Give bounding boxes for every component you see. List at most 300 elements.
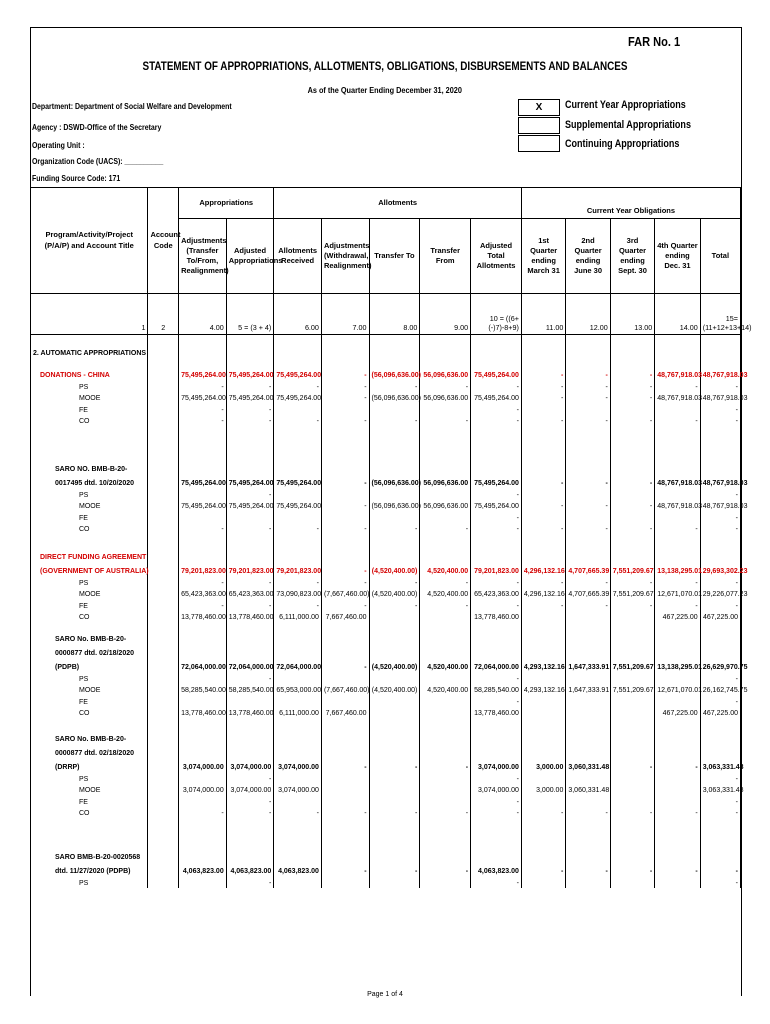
amount-cell: [179, 675, 227, 684]
amount-cell: [420, 707, 471, 721]
amount-cell: 48,767,918.03: [655, 477, 700, 491]
amount-cell: -: [420, 415, 471, 429]
amount-cell: -: [655, 579, 700, 588]
index-cell: 7.00: [321, 294, 369, 335]
amount-cell: 7,551,209.67: [610, 684, 654, 698]
amount-cell: -: [521, 807, 565, 821]
amount-cell: 72,064,000.00: [179, 661, 227, 675]
amount-cell: (4,520,400.00): [369, 565, 420, 579]
amount-cell: [610, 647, 654, 661]
amount-cell: [274, 491, 322, 500]
amount-cell: -: [274, 807, 322, 821]
supplemental-checkbox[interactable]: [518, 117, 560, 134]
amount-cell: -: [610, 523, 654, 537]
amount-cell: [420, 698, 471, 707]
amount-cell: [655, 851, 700, 865]
amount-cell: [566, 879, 610, 888]
amount-cell: [566, 611, 610, 625]
amount-cell: -: [610, 477, 654, 491]
table-row: [31, 733, 741, 747]
amount-cell: -: [610, 865, 654, 879]
amount-cell: -: [321, 415, 369, 429]
amount-cell: [321, 851, 369, 865]
amount-cell: -: [700, 798, 740, 807]
amount-cell: [521, 675, 565, 684]
amount-cell: 3,074,000.00: [274, 784, 322, 798]
amount-cell: [610, 733, 654, 747]
current-year-label: Current Year Appropriations: [565, 99, 686, 111]
continuing-label: Continuing Appropriations: [565, 138, 680, 150]
amount-cell: -: [700, 775, 740, 784]
amount-cell: -: [566, 523, 610, 537]
row-label: CO: [31, 707, 148, 721]
index-cell: 1: [31, 294, 148, 335]
amount-cell: [420, 851, 471, 865]
amount-cell: -: [471, 383, 522, 392]
amount-cell: -: [521, 523, 565, 537]
amount-cell: [179, 698, 227, 707]
amount-cell: -: [321, 523, 369, 537]
table-row: [31, 784, 741, 798]
table-row: [31, 491, 741, 500]
col-header-total: Total: [700, 219, 740, 294]
index-cell: 6.00: [274, 294, 322, 335]
row-label: 0017495 dtd. 10/20/2020: [31, 477, 148, 491]
amount-cell: 75,495,264.00: [226, 369, 274, 383]
index-cell: 10 = ((6+(-)7)-8+9): [471, 294, 522, 335]
amount-cell: [521, 879, 565, 888]
account-code-cell: [148, 611, 179, 625]
table-row: [31, 406, 741, 415]
amount-cell: 75,495,264.00: [226, 392, 274, 406]
amount-cell: [321, 463, 369, 477]
table-row: [31, 500, 741, 514]
amount-cell: 56,096,636.00: [420, 500, 471, 514]
amount-cell: -: [521, 392, 565, 406]
statement-title: STATEMENT OF APPROPRIATIONS, ALLOTMENTS, OBLIGATIONS, DISBURSEMENTS AND BALANCES: [142, 61, 628, 73]
col-header-q3: 3rd Quarter ending Sept. 30: [610, 219, 654, 294]
amount-cell: 7,551,209.67: [610, 588, 654, 602]
row-label: FE: [31, 514, 148, 523]
amount-cell: -: [566, 477, 610, 491]
amount-cell: 75,495,264.00: [471, 500, 522, 514]
amount-cell: -: [179, 602, 227, 611]
row-label: FE: [31, 798, 148, 807]
amount-cell: [566, 463, 610, 477]
amount-cell: [700, 463, 740, 477]
amount-cell: 75,495,264.00: [274, 369, 322, 383]
amount-cell: [521, 698, 565, 707]
amount-cell: -: [226, 798, 274, 807]
amount-cell: -: [226, 523, 274, 537]
table-row: [31, 357, 741, 369]
amount-cell: [521, 775, 565, 784]
amount-cell: -: [226, 491, 274, 500]
amount-cell: [655, 798, 700, 807]
amount-cell: -: [420, 579, 471, 588]
amount-cell: 13,778,460.00: [179, 707, 227, 721]
col-header-transfer-to: Transfer To: [369, 219, 420, 294]
amount-cell: -: [521, 865, 565, 879]
amount-cell: [655, 491, 700, 500]
amount-cell: 75,495,264.00: [471, 477, 522, 491]
amount-cell: [369, 707, 420, 721]
amount-cell: [521, 747, 565, 761]
amount-cell: -: [420, 865, 471, 879]
table-row: [31, 415, 741, 429]
amount-cell: -: [226, 775, 274, 784]
index-cell: 8.00: [369, 294, 420, 335]
amount-cell: -: [321, 500, 369, 514]
amount-cell: [274, 747, 322, 761]
amount-cell: -: [471, 602, 522, 611]
amount-cell: -: [566, 369, 610, 383]
col-header-account-code: Account Code: [148, 188, 179, 294]
amount-cell: -: [226, 415, 274, 429]
table-row: [31, 661, 741, 675]
amount-cell: -: [566, 865, 610, 879]
amount-cell: [179, 851, 227, 865]
amount-cell: 65,423,363.00: [471, 588, 522, 602]
amount-cell: 75,495,264.00: [226, 477, 274, 491]
funding-source-label: Funding Source Code: 171: [32, 173, 121, 183]
amount-cell: 26,629,970.75: [700, 661, 740, 675]
table-row: [31, 879, 741, 888]
amount-cell: [566, 798, 610, 807]
amount-cell: 4,707,665.39: [566, 588, 610, 602]
amount-cell: -: [179, 579, 227, 588]
row-label: PS: [31, 675, 148, 684]
amount-cell: -: [369, 865, 420, 879]
amount-cell: [700, 551, 740, 565]
row-label: PS: [31, 383, 148, 392]
amount-cell: 13,778,460.00: [226, 707, 274, 721]
amount-cell: -: [471, 514, 522, 523]
amount-cell: [521, 463, 565, 477]
amount-cell: (7,667,460.00): [321, 588, 369, 602]
amount-cell: -: [321, 392, 369, 406]
amount-cell: [566, 733, 610, 747]
amount-cell: 3,074,000.00: [471, 761, 522, 775]
amount-cell: -: [610, 383, 654, 392]
amount-cell: [655, 514, 700, 523]
amount-cell: [226, 633, 274, 647]
table-row: [31, 807, 741, 821]
amount-cell: [274, 675, 322, 684]
account-code-cell: [148, 369, 179, 383]
amount-cell: (7,667,460.00): [321, 684, 369, 698]
far-table: [30, 187, 752, 888]
amount-cell: 467,225.00: [655, 611, 700, 625]
amount-cell: -: [369, 761, 420, 775]
continuing-checkbox[interactable]: [518, 135, 560, 152]
amount-cell: -: [179, 523, 227, 537]
amount-cell: -: [274, 602, 322, 611]
table-row: [31, 611, 741, 625]
amount-cell: 58,285,540.00: [179, 684, 227, 698]
amount-cell: [521, 491, 565, 500]
amount-cell: [521, 647, 565, 661]
amount-cell: -: [179, 415, 227, 429]
amount-cell: [226, 698, 274, 707]
amount-cell: -: [369, 807, 420, 821]
amount-cell: [179, 514, 227, 523]
amount-cell: 3,000.00: [521, 761, 565, 775]
amount-cell: -: [471, 775, 522, 784]
index-cell: 14.00: [655, 294, 700, 335]
amount-cell: [471, 647, 522, 661]
amount-cell: 48,767,918.03: [700, 477, 740, 491]
amount-cell: 1,647,333.91: [566, 684, 610, 698]
amount-cell: [274, 851, 322, 865]
amount-cell: [369, 611, 420, 625]
amount-cell: [420, 775, 471, 784]
row-label: PS: [31, 491, 148, 500]
account-code-cell: [148, 879, 179, 888]
amount-cell: -: [700, 579, 740, 588]
amount-cell: 48,767,918.03: [700, 500, 740, 514]
amount-cell: [655, 551, 700, 565]
amount-cell: [420, 491, 471, 500]
row-label: (PDPB): [31, 661, 148, 675]
amount-cell: 12,671,070.01: [655, 684, 700, 698]
amount-cell: -: [226, 383, 274, 392]
amount-cell: 26,162,745.75: [700, 684, 740, 698]
amount-cell: -: [471, 491, 522, 500]
amount-cell: -: [566, 807, 610, 821]
index-cell: 2: [148, 294, 179, 335]
row-label: 0000877 dtd. 02/18/2020: [31, 647, 148, 661]
amount-cell: 48,767,918.03: [700, 369, 740, 383]
amount-cell: [420, 784, 471, 798]
amount-cell: 75,495,264.00: [179, 369, 227, 383]
amount-cell: -: [471, 523, 522, 537]
table-row: [31, 369, 741, 383]
as-of-date: As of the Quarter Ending December 31, 2020: [307, 85, 463, 95]
amount-cell: -: [655, 383, 700, 392]
amount-cell: -: [610, 500, 654, 514]
amount-cell: [655, 747, 700, 761]
amount-cell: 79,201,823.00: [226, 565, 274, 579]
amount-cell: [321, 551, 369, 565]
amount-cell: 65,953,000.00: [274, 684, 322, 698]
amount-cell: -: [610, 761, 654, 775]
amount-cell: 467,225.00: [700, 611, 740, 625]
amount-cell: [521, 406, 565, 415]
amount-cell: (4,520,400.00): [369, 684, 420, 698]
amount-cell: [521, 733, 565, 747]
current-year-checkbox[interactable]: X: [518, 99, 560, 116]
col-header-q2: 2nd Quarter ending June 30: [566, 219, 610, 294]
amount-cell: [420, 551, 471, 565]
amount-cell: 4,520,400.00: [420, 684, 471, 698]
amount-cell: -: [655, 807, 700, 821]
account-code-cell: [148, 733, 179, 747]
amount-cell: [471, 747, 522, 761]
account-code-cell: [148, 707, 179, 721]
amount-cell: [321, 798, 369, 807]
index-cell: 9.00: [420, 294, 471, 335]
amount-cell: (56,096,636.00): [369, 477, 420, 491]
account-code-cell: [148, 675, 179, 684]
table-row: [31, 851, 741, 865]
amount-cell: -: [700, 675, 740, 684]
row-label: MOOE: [31, 784, 148, 798]
amount-cell: [471, 851, 522, 865]
amount-cell: 75,495,264.00: [471, 392, 522, 406]
amount-cell: -: [369, 383, 420, 392]
table-row: [31, 798, 741, 807]
amount-cell: -: [471, 415, 522, 429]
amount-cell: [274, 798, 322, 807]
amount-cell: -: [471, 406, 522, 415]
amount-cell: [179, 491, 227, 500]
account-code-cell: [148, 865, 179, 879]
supplemental-label: Supplemental Appropriations: [565, 119, 691, 131]
operating-unit-label: Operating Unit :: [32, 140, 85, 150]
amount-cell: -: [274, 579, 322, 588]
amount-cell: [521, 851, 565, 865]
amount-cell: 3,000.00: [521, 784, 565, 798]
table-row: [31, 514, 741, 523]
amount-cell: [274, 463, 322, 477]
amount-cell: [610, 514, 654, 523]
amount-cell: 3,074,000.00: [179, 761, 227, 775]
amount-cell: 48,767,918.03: [655, 369, 700, 383]
amount-cell: [610, 798, 654, 807]
amount-cell: [471, 733, 522, 747]
amount-cell: (56,096,636.00): [369, 369, 420, 383]
amount-cell: 4,520,400.00: [420, 565, 471, 579]
amount-cell: [420, 879, 471, 888]
amount-cell: -: [471, 675, 522, 684]
amount-cell: [655, 647, 700, 661]
amount-cell: [226, 463, 274, 477]
amount-cell: [566, 775, 610, 784]
amount-cell: [420, 798, 471, 807]
table-row: [31, 383, 741, 392]
amount-cell: -: [655, 523, 700, 537]
account-code-cell: [148, 602, 179, 611]
amount-cell: [471, 463, 522, 477]
account-code-cell: [148, 807, 179, 821]
account-code-cell: [148, 551, 179, 565]
table-row: [31, 761, 741, 775]
amount-cell: -: [321, 661, 369, 675]
account-code-cell: [148, 463, 179, 477]
amount-cell: [226, 747, 274, 761]
amount-cell: [369, 406, 420, 415]
amount-cell: 56,096,636.00: [420, 369, 471, 383]
amount-cell: -: [321, 369, 369, 383]
page-number: Page 1 of 4: [367, 991, 403, 998]
row-label: FE: [31, 698, 148, 707]
row-label: DIRECT FUNDING AGREEMENT: [31, 551, 148, 565]
account-code-cell: [148, 747, 179, 761]
amount-cell: [179, 463, 227, 477]
amount-cell: -: [471, 879, 522, 888]
amount-cell: (56,096,636.00): [369, 500, 420, 514]
amount-cell: 56,096,636.00: [420, 392, 471, 406]
amount-cell: [369, 647, 420, 661]
amount-cell: [566, 707, 610, 721]
amount-cell: [369, 733, 420, 747]
amount-cell: [321, 784, 369, 798]
amount-cell: [274, 514, 322, 523]
amount-cell: [274, 733, 322, 747]
table-row: [31, 821, 741, 851]
amount-cell: [655, 633, 700, 647]
amount-cell: 13,778,460.00: [179, 611, 227, 625]
amount-cell: 4,063,823.00: [274, 865, 322, 879]
row-label: MOOE: [31, 588, 148, 602]
amount-cell: 7,667,460.00: [321, 611, 369, 625]
amount-cell: 48,767,918.03: [655, 392, 700, 406]
amount-cell: -: [274, 523, 322, 537]
amount-cell: -: [226, 675, 274, 684]
amount-cell: -: [521, 500, 565, 514]
amount-cell: [321, 879, 369, 888]
amount-cell: 13,778,460.00: [471, 611, 522, 625]
amount-cell: [369, 879, 420, 888]
amount-cell: -: [566, 602, 610, 611]
amount-cell: [521, 633, 565, 647]
amount-cell: [226, 551, 274, 565]
amount-cell: -: [274, 383, 322, 392]
table-row: [31, 463, 741, 477]
amount-cell: -: [521, 383, 565, 392]
amount-cell: [610, 747, 654, 761]
amount-cell: 12,671,070.01: [655, 588, 700, 602]
amount-cell: [655, 733, 700, 747]
amount-cell: 3,060,331.48: [566, 784, 610, 798]
amount-cell: 29,226,077.23: [700, 588, 740, 602]
amount-cell: 65,423,363.00: [179, 588, 227, 602]
amount-cell: -: [471, 698, 522, 707]
col-header-adjusted-total-allotments: Adjusted Total Allotments: [471, 219, 522, 294]
amount-cell: [700, 747, 740, 761]
row-label: dtd. 11/27/2020 (PDPB): [31, 865, 148, 879]
amount-cell: [321, 675, 369, 684]
amount-cell: [566, 851, 610, 865]
amount-cell: -: [274, 415, 322, 429]
amount-cell: -: [655, 602, 700, 611]
amount-cell: [655, 463, 700, 477]
table-row: [31, 579, 741, 588]
row-label: MOOE: [31, 684, 148, 698]
amount-cell: 7,667,460.00: [321, 707, 369, 721]
amount-cell: 79,201,823.00: [471, 565, 522, 579]
amount-cell: -: [321, 807, 369, 821]
amount-cell: [610, 851, 654, 865]
account-code-cell: [148, 523, 179, 537]
amount-cell: [566, 633, 610, 647]
amount-cell: -: [700, 807, 740, 821]
department-label: Department: Department of Social Welfare and Development: [32, 101, 232, 111]
amount-cell: [321, 733, 369, 747]
account-code-cell: [148, 784, 179, 798]
amount-cell: 3,074,000.00: [226, 784, 274, 798]
amount-cell: -: [566, 579, 610, 588]
amount-cell: 3,063,331.48: [700, 761, 740, 775]
amount-cell: [420, 675, 471, 684]
account-code-cell: [148, 647, 179, 661]
amount-cell: 75,495,264.00: [179, 500, 227, 514]
amount-cell: 4,707,665.39: [566, 565, 610, 579]
amount-cell: 75,495,264.00: [179, 392, 227, 406]
amount-cell: -: [321, 477, 369, 491]
amount-cell: -: [566, 383, 610, 392]
